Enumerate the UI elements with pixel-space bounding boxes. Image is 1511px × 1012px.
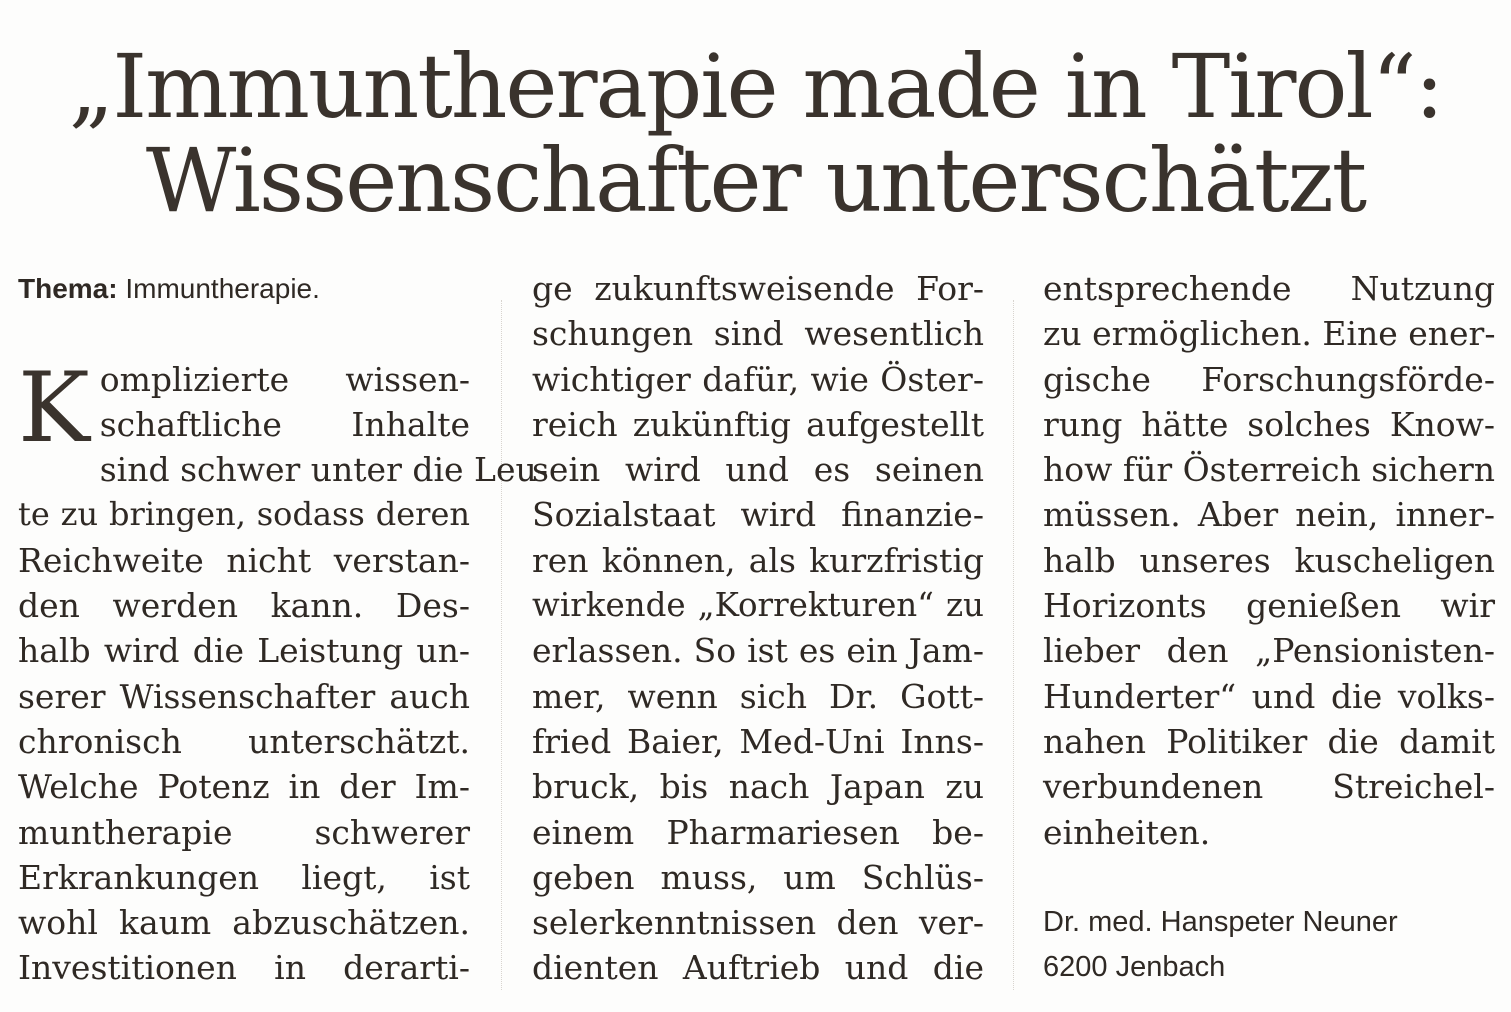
text-line: how für Österreich sichern (1043, 450, 1496, 490)
text-line: schungen sind wesentlich (532, 314, 984, 354)
spacer (1043, 855, 1495, 900)
text-line: lieber den „Pensionisten- (1043, 631, 1495, 671)
text-line: zu ermöglichen. Eine ener- (1043, 314, 1496, 354)
text-line: omplizierte wissen- (99, 359, 470, 399)
text-line: wohl kaum abzuschätzen. (18, 903, 470, 943)
text-line: selerkenntnissen den ver- (532, 903, 984, 943)
text-line: geben muss, um Schlüs- (532, 857, 984, 897)
text-line: erlassen. So ist es ein Jam- (532, 631, 984, 671)
text-line: ren können, als kurzfristig (532, 540, 984, 580)
text-line: Reichweite nicht verstan- (18, 540, 470, 580)
text-line: Hunderter“ und die volks- (1043, 676, 1495, 716)
text-line: den werden kann. Des- (18, 586, 470, 626)
text-line: fried Baier, Med-Uni Inns- (532, 721, 984, 761)
text-line: rung hätte solches Know- (1043, 404, 1495, 444)
topic-label: Thema: (18, 273, 118, 304)
column-2 (532, 266, 984, 991)
text-line: mer, wenn sich Dr. Gott- (532, 676, 984, 716)
column-divider (1013, 300, 1014, 990)
text-line: chronisch unterschätzt. (18, 721, 470, 761)
author-name: Dr. med. Hanspeter Neuner (1043, 906, 1398, 939)
text-line: halb wird die Leistung un- (18, 631, 470, 671)
paragraph-start (18, 351, 470, 464)
text-line: einem Pharmariesen be- (532, 812, 984, 852)
text-line: verbundenen Streichel- (1043, 767, 1495, 807)
text-line: Erkrankungen liegt, ist (18, 857, 470, 897)
text-line: sein wird und es seinen (532, 450, 984, 490)
author-place: 6200 Jenbach (1043, 951, 1226, 984)
text-line: Horizonts genießen wir (1043, 586, 1495, 626)
text-line: einheiten. (1043, 812, 1211, 852)
drop-cap: K (18, 351, 90, 464)
text-line: schaftliche Inhalte (99, 404, 470, 444)
text-line: muntherapie schwerer (18, 812, 470, 852)
headline-line-1: „Immuntherapie made in Tirol“: (68, 35, 1443, 138)
headline-line-2: Wissenschafter unterschätzt (145, 129, 1366, 232)
text-line: Welche Potenz in der Im- (18, 767, 470, 807)
text-line: müssen. Aber nein, inner- (1043, 495, 1495, 535)
text-line: sind schwer unter die Leu- (99, 450, 548, 490)
text-line: halb unseres kuscheligen (1043, 540, 1495, 580)
column-divider (501, 300, 502, 990)
text-line: te zu bringen, sodass deren (18, 495, 470, 534)
column-3 (1043, 266, 1495, 991)
topic-value: Immuntherapie. (125, 273, 320, 304)
text-line: ge zukunftsweisende For- (532, 269, 984, 308)
text-line: reich zukünftig aufgestellt (532, 404, 984, 444)
spacer (18, 311, 470, 356)
text-line: bruck, bis nach Japan zu (532, 767, 984, 807)
text-line: entsprechende Nutzung (1043, 269, 1495, 308)
text-line: nahen Politiker die damit (1043, 721, 1495, 761)
text-line: Investitionen in derarti- (18, 948, 470, 988)
text-line: dienten Auftrieb und die (532, 948, 984, 988)
text-line: gische Forschungsförde- (1043, 359, 1495, 399)
text-line: wirkende „Korrekturen“ zu (532, 586, 984, 625)
text-line: Sozialstaat wird finanzie- (532, 495, 984, 535)
headline (0, 35, 1511, 232)
text-line: serer Wissenschafter auch (18, 676, 470, 716)
column-1 (18, 266, 548, 991)
topic-line (18, 266, 470, 311)
text-line: wichtiger dafür, wie Öster- (532, 359, 984, 399)
